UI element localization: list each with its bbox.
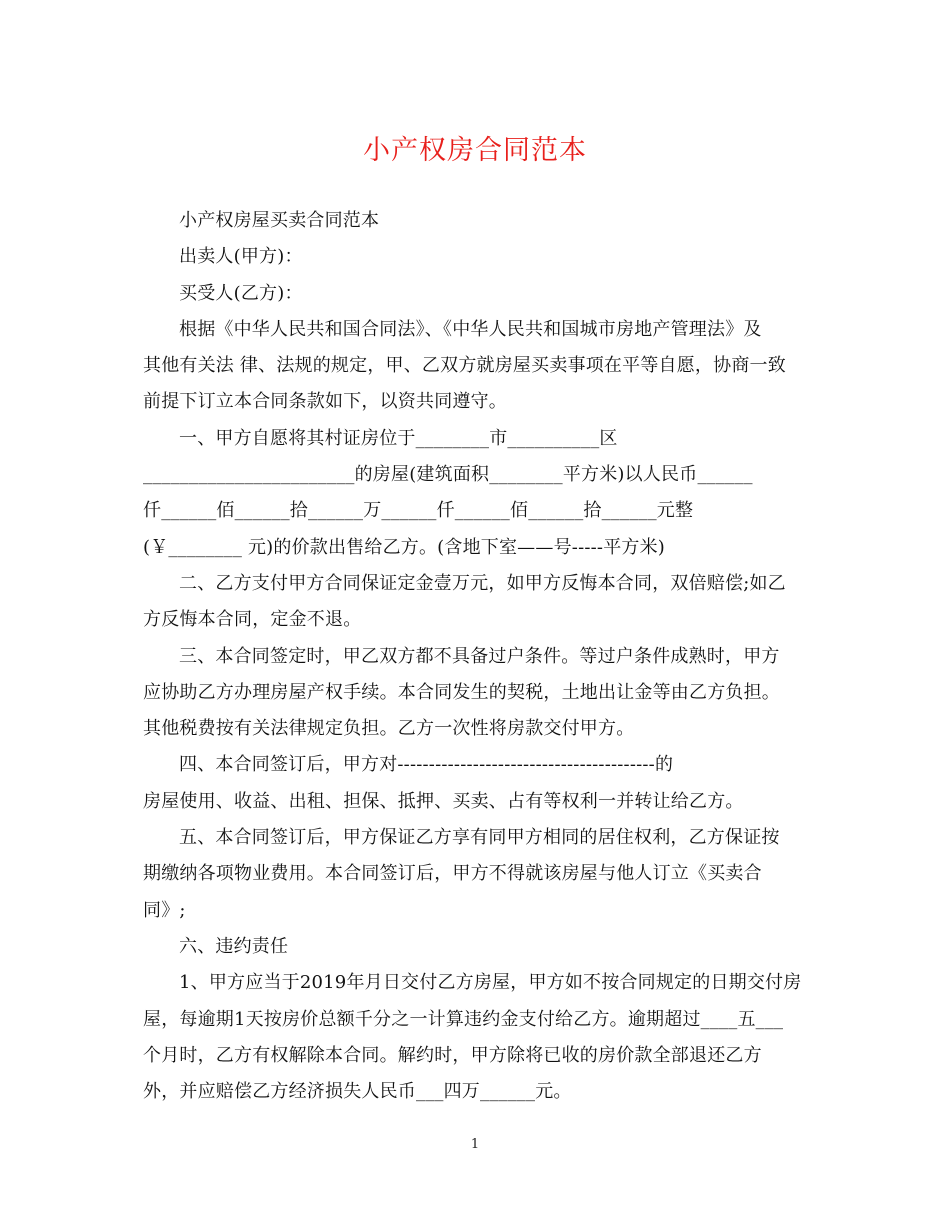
paragraph-clause-6-heading	[143, 929, 803, 965]
text-line: _______________________的房屋(建筑面积________平方米)以人民币______	[143, 464, 753, 486]
text-line: 其他税费按有关法律规定负担。乙方一次性将房款交付甲方。	[143, 718, 635, 740]
text-line: 仟______佰______拾______万______仟______佰______拾______元整	[143, 500, 694, 522]
text-line: 二、乙方支付甲方合同保证定金壹万元，如甲方反悔本合同，双倍赔偿;如乙	[179, 572, 786, 594]
text-line: 三、本合同签定时，甲乙双方都不具备过户条件。等过户条件成熟时，甲方	[179, 645, 780, 667]
text-line: 同》;	[143, 899, 186, 921]
paragraph-clause-5	[143, 820, 803, 929]
text-line: 出卖人(甲方)：	[179, 246, 303, 268]
text-line: 根据《中华人民共和国合同法》、《中华人民共和国城市房地产管理法》及	[179, 318, 762, 340]
text-line: 1、甲方应当于2019年月日交付乙方房屋，甲方如不按合同规定的日期交付房	[179, 972, 802, 994]
text-line: 个月时，乙方有权解除本合同。解约时，甲方除将已收的房价款全部退还乙方	[143, 1044, 762, 1066]
text-line: 小产权房屋买卖合同范本	[179, 210, 380, 231]
text-line: 买受人(乙方)：	[179, 282, 303, 304]
paragraph-buyer	[143, 276, 803, 312]
paragraph-clause-6-1	[143, 965, 803, 1110]
text-line: 期缴纳各项物业费用。本合同签订后，甲方不得就该房屋与他人订立《买卖合	[143, 863, 762, 885]
paragraph-seller	[143, 239, 803, 275]
text-line: 方反悔本合同，定金不退。	[143, 609, 362, 631]
text-line: 四、本合同签订后，甲方对-----------------------------------------的	[179, 754, 674, 776]
document-title: 小产权房合同范本	[363, 135, 587, 166]
text-line: 其他有关法 律、法规的规定，甲、乙双方就房屋买卖事项在平等自愿，协商一致	[143, 355, 786, 377]
paragraph-clause-4	[143, 747, 803, 820]
text-line: 六、违约责任	[179, 935, 289, 957]
text-line: 一、甲方自愿将其村证房位于________市__________区	[179, 427, 618, 449]
document-body	[143, 203, 803, 1110]
text-line: (￥________ 元)的价款出售给乙方。(含地下室——号-----平方米)	[143, 536, 666, 558]
page-number: 1	[470, 1137, 480, 1152]
text-line: 应协助乙方办理房屋产权手续。本合同发生的契税，土地出让金等由乙方负担。	[143, 681, 780, 703]
paragraph-heading	[143, 203, 803, 239]
text-line: 五、本合同签订后，甲方保证乙方享有同甲方相同的居住权利，乙方保证按	[179, 827, 780, 849]
text-line: 外，并应赔偿乙方经济损失人民币___四万______元。	[143, 1081, 572, 1103]
text-line: 房屋使用、收益、出租、担保、抵押、买卖、占有等权利一并转让给乙方。	[143, 790, 744, 812]
paragraph-clause-2	[143, 566, 803, 639]
paragraph-clause-1	[143, 421, 803, 566]
text-line: 屋，每逾期1天按房价总额千分之一计算违约金支付给乙方。逾期超过____五___	[143, 1008, 784, 1030]
paragraph-preamble	[143, 312, 803, 421]
text-line: 前提下订立本合同条款如下，以资共同遵守。	[143, 391, 507, 413]
paragraph-clause-3	[143, 639, 803, 748]
